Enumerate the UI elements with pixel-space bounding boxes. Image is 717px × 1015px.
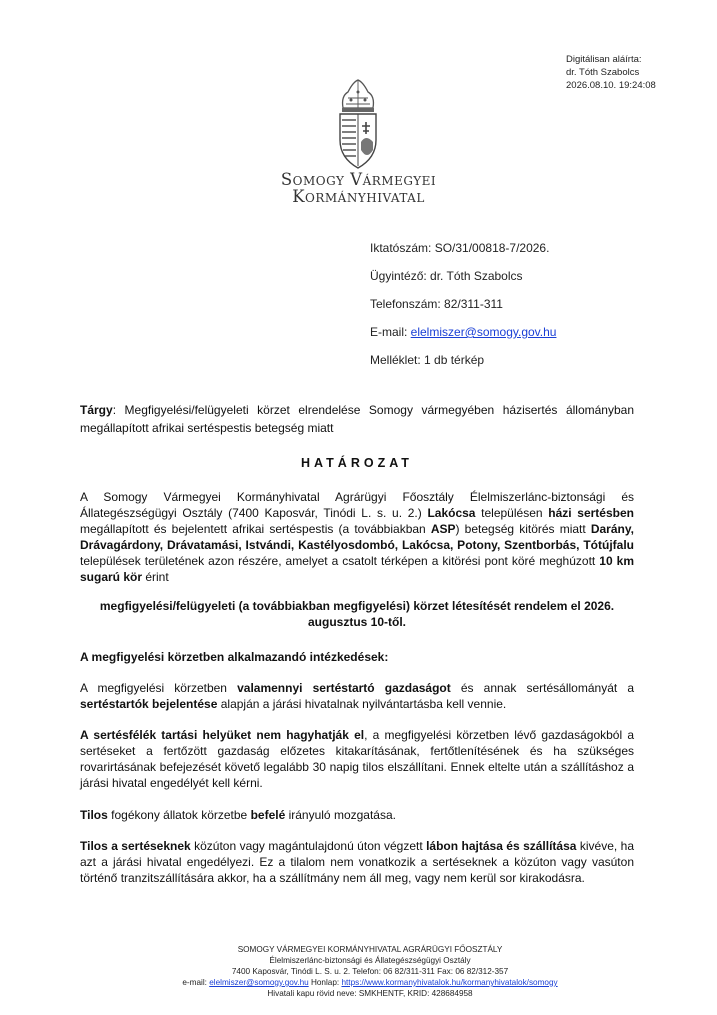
measure-bold: Tilos <box>80 808 108 822</box>
intro-bold: ASP <box>430 522 456 536</box>
measure-text: A megfigyelési körzetben <box>80 681 238 695</box>
intro-text: ) betegség kitörés miatt <box>455 522 591 536</box>
subject-paragraph <box>80 401 634 437</box>
intro-text: érint <box>142 570 169 584</box>
measure-text: irányuló mozgatása. <box>285 808 396 822</box>
measure-bold: Tilos a sertéseknek <box>80 839 191 853</box>
organization-name-line1: Somogy Vármegyei <box>280 170 437 189</box>
footer-web-label: Honlap: <box>308 978 342 987</box>
email-link[interactable]: elelmiszer@somogy.gov.hu <box>410 325 557 339</box>
subject-text: : Megfigyelési/felügyeleti körzet elrendelése Somogy vármegyében házisertés állományban megállapított afrikai sertéspestis betegség miatt <box>80 403 634 435</box>
signature-name: dr. Tóth Szabolcs <box>566 67 640 78</box>
measure-text: és annak sertésállományát a <box>450 681 634 695</box>
footer-gateway: Hivatali kapu rövid neve: SMKHENTF, KRID: 428684958 <box>267 989 473 998</box>
intro-text: A Somogy Vármegyei Kormányhivatal Agrárügyi Főosztály Élelmiszerlánc-biztonsági és Állategészségügyi Osztály (7400 Kaposvár, Tinódi L. s. u. 2.) <box>80 490 634 520</box>
intro-text: megállapított és bejelentett afrikai sertéspestis (a továbbiakban <box>80 522 431 536</box>
intro-bold: házi sertésben <box>548 506 634 520</box>
measure-text: fogékony állatok körzetbe <box>107 808 251 822</box>
digital-signature-block <box>566 53 656 92</box>
intro-text: települések területének azon részére, amelyet a csatolt térképen a kitörési pont köré meghúzott <box>80 554 600 568</box>
footer-web-link[interactable]: https://www.kormanyhivatalok.hu/kormanyhivatalok/somogy <box>341 978 558 987</box>
measure-text: közúton vagy magántulajdonú úton végzett <box>190 839 427 853</box>
organization-name-line2: Kormányhivatal <box>292 187 425 206</box>
measure-bold: befelé <box>250 808 286 822</box>
measure-bold: A sertésfélék tartási helyüket nem hagyhatják el <box>80 728 365 742</box>
measure-text: kivéve, ha azt a járási hivatal engedélyezi. Ez a tilalom nem vonatkozik a sertéseknek a közúton vagy vasúton történő tranzitszállítására akkor, ha a szállítmány nem áll meg, vagy nem kerül sor kirakodásra. <box>80 839 635 885</box>
email-label: E-mail: <box>370 325 411 339</box>
subject-label: Tárgy <box>80 403 113 417</box>
document-title: HATÁROZAT <box>301 456 413 470</box>
footer-org: SOMOGY VÁRMEGYEI KORMÁNYHIVATAL AGRÁRÜGYI FŐOSZTÁLY <box>237 945 503 954</box>
phone-number: Telefonszám: 82/311-311 <box>370 297 503 311</box>
registration-number: Iktatószám: SO/31/00818-7/2026. <box>370 241 550 255</box>
measure-bold: lábon hajtása és szállítása <box>426 839 577 853</box>
footer <box>80 944 660 999</box>
email-row <box>370 325 556 339</box>
footer-email-label: e-mail: <box>182 978 210 987</box>
intro-text: településen <box>475 506 549 520</box>
case-officer: Ügyintéző: dr. Tóth Szabolcs <box>370 269 523 283</box>
footer-email-link[interactable]: elelmiszer@somogy.gov.hu <box>209 978 309 987</box>
measure-paragraph-1 <box>80 680 634 712</box>
signature-timestamp: 2026.08.10. 19:24:08 <box>566 80 656 91</box>
measures-heading: A megfigyelési körzetben alkalmazandó intézkedések: <box>80 650 389 664</box>
measure-bold: valamennyi sertéstartó gazdaságot <box>237 681 451 695</box>
measure-text: alapján a járási hivatalnak nyilvántartásba kell vennie. <box>217 697 507 711</box>
footer-address: 7400 Kaposvár, Tinódi L. S. u. 2. Telefon: 06 82/311-311 Fax: 06 82/312-357 <box>231 967 509 976</box>
signature-label: Digitálisan aláírta: <box>566 54 642 65</box>
footer-department: Élelmiszerlánc-biztonsági és Állategészségügyi Osztály <box>269 956 471 965</box>
measure-text: , a megfigyelési körzetben lévő gazdaságokból a sertéseket a fertőzött gazdaság előzetes kitakarításának, fertőtlenítésének és ha szükséges rovarirtásának befejezését követő legalább 30 napig tilos elszállítani. Ennek eltelte után a szállításhoz a járási hivatal engedélyét kell kérni. <box>80 728 634 790</box>
intro-bold: 10 km sugarú kör <box>80 554 634 584</box>
measure-paragraph-2 <box>80 727 634 791</box>
decision-statement: megfigyelési/felügyeleti (a továbbiakban megfigyelési) körzet létesítését rendelem el 2026. augusztus 10-től. <box>99 599 615 629</box>
footer-contacts <box>80 977 660 988</box>
measure-paragraph-3 <box>80 807 634 823</box>
measure-paragraph-4 <box>80 838 634 886</box>
attachment-info: Melléklet: 1 db térkép <box>370 353 485 367</box>
intro-paragraph <box>80 489 634 585</box>
intro-bold: Darány, Drávagárdony, Drávatamási, Istvándi, Kastélyosdombó, Lakócsa, Potony, Szentborbás, Tótújfalu <box>80 522 634 552</box>
intro-bold: Lakócsa <box>427 506 476 520</box>
measure-bold: sertéstartók bejelentése <box>80 697 218 711</box>
coat-of-arms-icon <box>333 78 383 170</box>
